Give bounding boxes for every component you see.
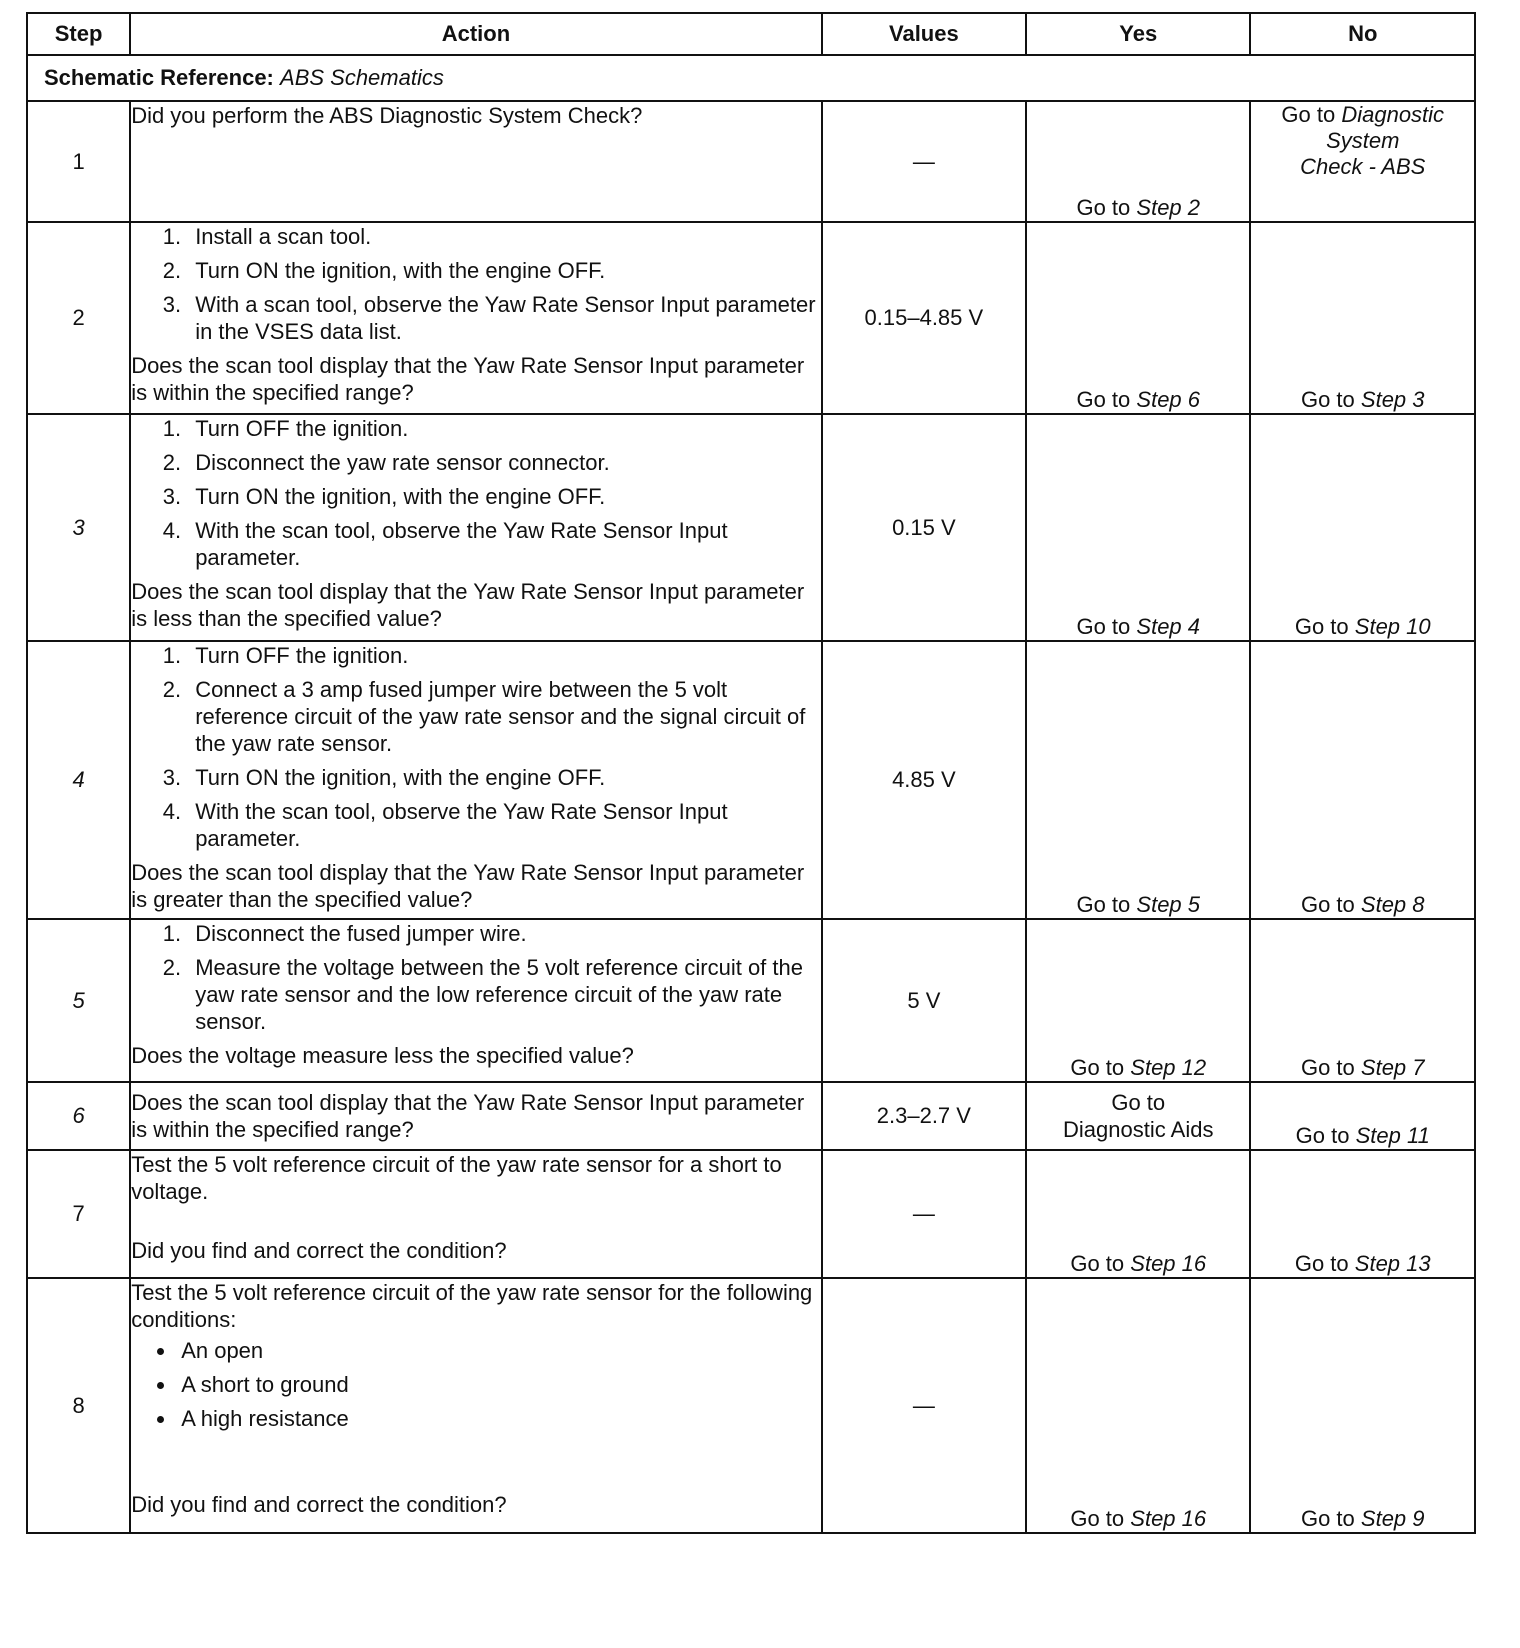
no-prefix: Go to xyxy=(1300,1506,1355,1531)
yes-cell xyxy=(1026,1082,1250,1150)
yes-step-link[interactable]: Step 16 xyxy=(1130,1251,1207,1276)
action-step-item: 1. Turn OFF the ignition. xyxy=(187,415,821,442)
header-action: Action xyxy=(130,13,822,55)
step-number: 5 xyxy=(27,919,130,1082)
schematic-reference-link[interactable]: ABS Schematics xyxy=(280,65,444,90)
yes-line1: Go to xyxy=(1111,1090,1166,1115)
schematic-reference-row xyxy=(27,55,1475,101)
header-row xyxy=(27,13,1475,55)
value-cell: — xyxy=(822,101,1026,222)
action-step-item: 4. With the scan tool, observe the Yaw Rate Sensor Input parameter. xyxy=(187,798,821,852)
action-question: Does the scan tool display that the Yaw Rate Sensor Input parameter is within the specified range? xyxy=(131,1090,805,1142)
step-number: 1 xyxy=(27,101,130,222)
action-step-item: 1. Turn OFF the ignition. xyxy=(187,642,821,669)
yes-step-link[interactable]: Step 16 xyxy=(1130,1506,1207,1531)
action-cell xyxy=(130,222,822,414)
yes-cell xyxy=(1026,919,1250,1082)
action-steps xyxy=(131,415,821,571)
no-step-link[interactable]: Step 13 xyxy=(1354,1251,1431,1276)
action-cell xyxy=(130,919,822,1082)
yes-prefix: Go to xyxy=(1076,195,1131,220)
no-link-line2[interactable]: System xyxy=(1326,128,1400,153)
schematic-reference-label: Schematic Reference: xyxy=(44,65,274,90)
action-cell xyxy=(130,641,822,919)
value-cell: 0.15 V xyxy=(822,414,1026,641)
no-prefix: Go to xyxy=(1300,387,1355,412)
no-cell xyxy=(1250,1150,1475,1278)
action-cell xyxy=(130,1150,822,1278)
yes-prefix: Go to xyxy=(1070,1506,1125,1531)
no-prefix: Go to xyxy=(1294,1251,1349,1276)
header-yes: Yes xyxy=(1026,13,1250,55)
action-step-item: 2. Turn ON the ignition, with the engine OFF. xyxy=(187,257,821,284)
value-cell: — xyxy=(822,1278,1026,1533)
yes-cell xyxy=(1026,101,1250,222)
no-cell xyxy=(1250,414,1475,641)
no-prefix: Go to xyxy=(1300,1055,1355,1080)
yes-step-link[interactable]: Step 2 xyxy=(1136,195,1201,220)
table-row xyxy=(27,1150,1475,1278)
step-number: 3 xyxy=(27,414,130,641)
action-steps xyxy=(131,223,821,345)
action-question: Does the voltage measure less the specified value? xyxy=(131,1043,634,1068)
no-cell xyxy=(1250,1082,1475,1150)
action-intro: Test the 5 volt reference circuit of the yaw rate sensor for a short to voltage. xyxy=(131,1152,782,1204)
action-cell xyxy=(130,1278,822,1533)
value-cell: 0.15–4.85 V xyxy=(822,222,1026,414)
value-cell: 5 V xyxy=(822,919,1026,1082)
yes-step-link[interactable]: Step 5 xyxy=(1136,892,1201,917)
step-number: 6 xyxy=(27,1082,130,1150)
no-cell xyxy=(1250,222,1475,414)
condition-item: • A high resistance xyxy=(177,1405,821,1432)
header-step: Step xyxy=(27,13,130,55)
action-step-item: 1. Install a scan tool. xyxy=(187,223,821,250)
table-row xyxy=(27,1082,1475,1150)
yes-diagnostic-aids-link[interactable]: Diagnostic Aids xyxy=(1063,1117,1214,1142)
yes-cell xyxy=(1026,641,1250,919)
action-question: Does the scan tool display that the Yaw Rate Sensor Input parameter is within the specified range? xyxy=(131,353,805,405)
step-number: 7 xyxy=(27,1150,130,1278)
no-step-link[interactable]: Step 3 xyxy=(1360,387,1425,412)
action-question: Does the scan tool display that the Yaw Rate Sensor Input parameter is less than the specified value? xyxy=(131,579,805,631)
step-number: 8 xyxy=(27,1278,130,1533)
yes-prefix: Go to xyxy=(1076,614,1131,639)
value-cell: 2.3–2.7 V xyxy=(822,1082,1026,1150)
action-question: Did you perform the ABS Diagnostic System Check? xyxy=(131,103,643,128)
condition-list xyxy=(131,1337,821,1432)
value-cell: — xyxy=(822,1150,1026,1278)
action-step-item: 4. With the scan tool, observe the Yaw Rate Sensor Input parameter. xyxy=(187,517,821,571)
action-step-item: 2. Measure the voltage between the 5 volt reference circuit of the yaw rate sensor and the low reference circuit of the yaw rate sensor. xyxy=(187,954,821,1035)
schematic-reference xyxy=(27,55,1475,101)
action-step-item: 2. Disconnect the yaw rate sensor connector. xyxy=(187,449,821,476)
action-step-item: 2. Connect a 3 amp fused jumper wire between the 5 volt reference circuit of the yaw rate sensor and the signal circuit of the yaw rate sensor. xyxy=(187,676,821,757)
yes-prefix: Go to xyxy=(1076,387,1131,412)
no-link-line3[interactable]: Check - ABS xyxy=(1300,154,1426,179)
yes-cell xyxy=(1026,1278,1250,1533)
header-no: No xyxy=(1250,13,1475,55)
no-cell xyxy=(1250,641,1475,919)
yes-cell xyxy=(1026,222,1250,414)
no-step-link[interactable]: Step 10 xyxy=(1354,614,1431,639)
condition-item: • A short to ground xyxy=(177,1371,821,1398)
action-question: Did you find and correct the condition? xyxy=(131,1238,507,1263)
no-prefix: Go to xyxy=(1295,1123,1350,1148)
no-cell xyxy=(1250,1278,1475,1533)
no-prefix: Go to xyxy=(1300,892,1355,917)
table-row xyxy=(27,101,1475,222)
action-step-item: 3. Turn ON the ignition, with the engine OFF. xyxy=(187,483,821,510)
no-step-link[interactable]: Step 8 xyxy=(1360,892,1425,917)
no-cell xyxy=(1250,101,1475,222)
no-prefix: Go to xyxy=(1281,102,1336,127)
yes-step-link[interactable]: Step 12 xyxy=(1130,1055,1207,1080)
value-cell: 4.85 V xyxy=(822,641,1026,919)
table-row xyxy=(27,1278,1475,1533)
no-step-link[interactable]: Step 7 xyxy=(1360,1055,1425,1080)
yes-step-link[interactable]: Step 4 xyxy=(1136,614,1201,639)
condition-item: • An open xyxy=(177,1337,821,1364)
action-cell xyxy=(130,414,822,641)
action-steps xyxy=(131,920,821,1035)
no-step-link[interactable]: Step 9 xyxy=(1360,1506,1425,1531)
action-cell xyxy=(130,1082,822,1150)
yes-cell xyxy=(1026,1150,1250,1278)
action-step-item: 3. With a scan tool, observe the Yaw Rate Sensor Input parameter in the VSES data list. xyxy=(187,291,821,345)
action-steps xyxy=(131,642,821,852)
yes-prefix: Go to xyxy=(1070,1251,1125,1276)
yes-prefix: Go to xyxy=(1076,892,1131,917)
yes-cell xyxy=(1026,414,1250,641)
action-intro: Test the 5 volt reference circuit of the yaw rate sensor for the following conditions: xyxy=(131,1280,813,1332)
step-number: 2 xyxy=(27,222,130,414)
no-link-line1[interactable]: Diagnostic xyxy=(1341,102,1445,127)
action-step-item: 1. Disconnect the fused jumper wire. xyxy=(187,920,821,947)
header-values: Values xyxy=(822,13,1026,55)
table-row xyxy=(27,222,1475,414)
table-row xyxy=(27,414,1475,641)
no-step-link[interactable]: Step 11 xyxy=(1355,1123,1430,1148)
action-question: Does the scan tool display that the Yaw Rate Sensor Input parameter is greater than the specified value? xyxy=(131,860,805,912)
diagnostic-table xyxy=(26,12,1476,1534)
no-cell xyxy=(1250,919,1475,1082)
table-row xyxy=(27,919,1475,1082)
yes-prefix: Go to xyxy=(1070,1055,1125,1080)
action-cell xyxy=(130,101,822,222)
no-prefix: Go to xyxy=(1294,614,1349,639)
action-question: Did you find and correct the condition? xyxy=(131,1492,507,1517)
step-number: 4 xyxy=(27,641,130,919)
table-row xyxy=(27,641,1475,919)
action-step-item: 3. Turn ON the ignition, with the engine OFF. xyxy=(187,764,821,791)
yes-step-link[interactable]: Step 6 xyxy=(1136,387,1201,412)
